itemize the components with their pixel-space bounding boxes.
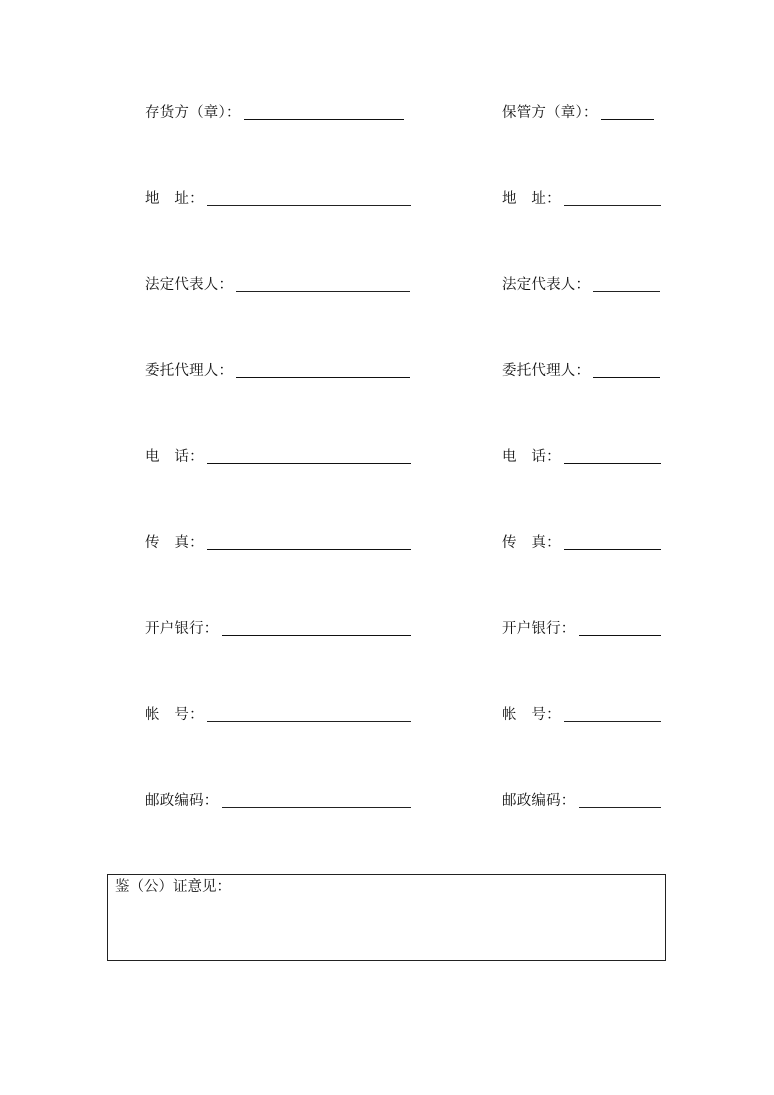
depositor-phone-line[interactable] (207, 463, 411, 464)
custodian-address-label: 地 址： (502, 191, 561, 207)
custodian-account-line[interactable] (564, 721, 661, 722)
depositor-fax-field (145, 528, 411, 552)
custodian-seal-field (502, 98, 654, 122)
depositor-account-line[interactable] (207, 721, 411, 722)
custodian-legal-rep-label: 法定代表人： (502, 277, 591, 293)
depositor-account-label: 帐 号： (145, 707, 204, 723)
depositor-address-line[interactable] (207, 205, 411, 206)
depositor-legal-rep-field (145, 270, 410, 294)
depositor-address-field (145, 184, 411, 208)
custodian-legal-rep-line[interactable] (593, 291, 660, 292)
custodian-seal-line[interactable] (601, 119, 654, 120)
custodian-postcode-field (502, 786, 661, 810)
custodian-agent-label: 委托代理人： (502, 363, 591, 379)
depositor-agent-label: 委托代理人： (145, 363, 234, 379)
depositor-agent-line[interactable] (236, 377, 410, 378)
depositor-phone-label: 电 话： (145, 449, 204, 465)
custodian-bank-line[interactable] (579, 635, 661, 636)
custodian-address-line[interactable] (564, 205, 661, 206)
depositor-bank-label: 开户银行： (145, 621, 219, 637)
depositor-fax-line[interactable] (207, 549, 411, 550)
depositor-bank-field (145, 614, 411, 638)
custodian-phone-line[interactable] (564, 463, 661, 464)
custodian-account-field (502, 700, 661, 724)
custodian-bank-field (502, 614, 661, 638)
depositor-legal-rep-line[interactable] (236, 291, 410, 292)
notary-opinion-box[interactable] (107, 874, 666, 961)
depositor-legal-rep-label: 法定代表人： (145, 277, 234, 293)
depositor-seal-field (145, 98, 404, 122)
depositor-fax-label: 传 真： (145, 535, 204, 551)
custodian-phone-label: 电 话： (502, 449, 561, 465)
custodian-account-label: 帐 号： (502, 707, 561, 723)
custodian-postcode-line[interactable] (579, 807, 661, 808)
notary-opinion-label: 鉴（公）证意见： (115, 879, 231, 895)
depositor-seal-line[interactable] (244, 119, 404, 120)
depositor-postcode-field (145, 786, 411, 810)
depositor-seal-label: 存货方（章）： (145, 105, 241, 121)
depositor-postcode-line[interactable] (222, 807, 411, 808)
custodian-agent-field (502, 356, 660, 380)
custodian-legal-rep-field (502, 270, 660, 294)
custodian-fax-label: 传 真： (502, 535, 561, 551)
depositor-agent-field (145, 356, 410, 380)
custodian-seal-label: 保管方（章）： (502, 105, 598, 121)
custodian-fax-line[interactable] (564, 549, 661, 550)
depositor-address-label: 地 址： (145, 191, 204, 207)
depositor-account-field (145, 700, 411, 724)
depositor-bank-line[interactable] (222, 635, 411, 636)
custodian-agent-line[interactable] (593, 377, 660, 378)
depositor-postcode-label: 邮政编码： (145, 793, 219, 809)
custodian-address-field (502, 184, 661, 208)
custodian-bank-label: 开户银行： (502, 621, 576, 637)
depositor-phone-field (145, 442, 411, 466)
custodian-postcode-label: 邮政编码： (502, 793, 576, 809)
custodian-fax-field (502, 528, 661, 552)
custodian-phone-field (502, 442, 661, 466)
